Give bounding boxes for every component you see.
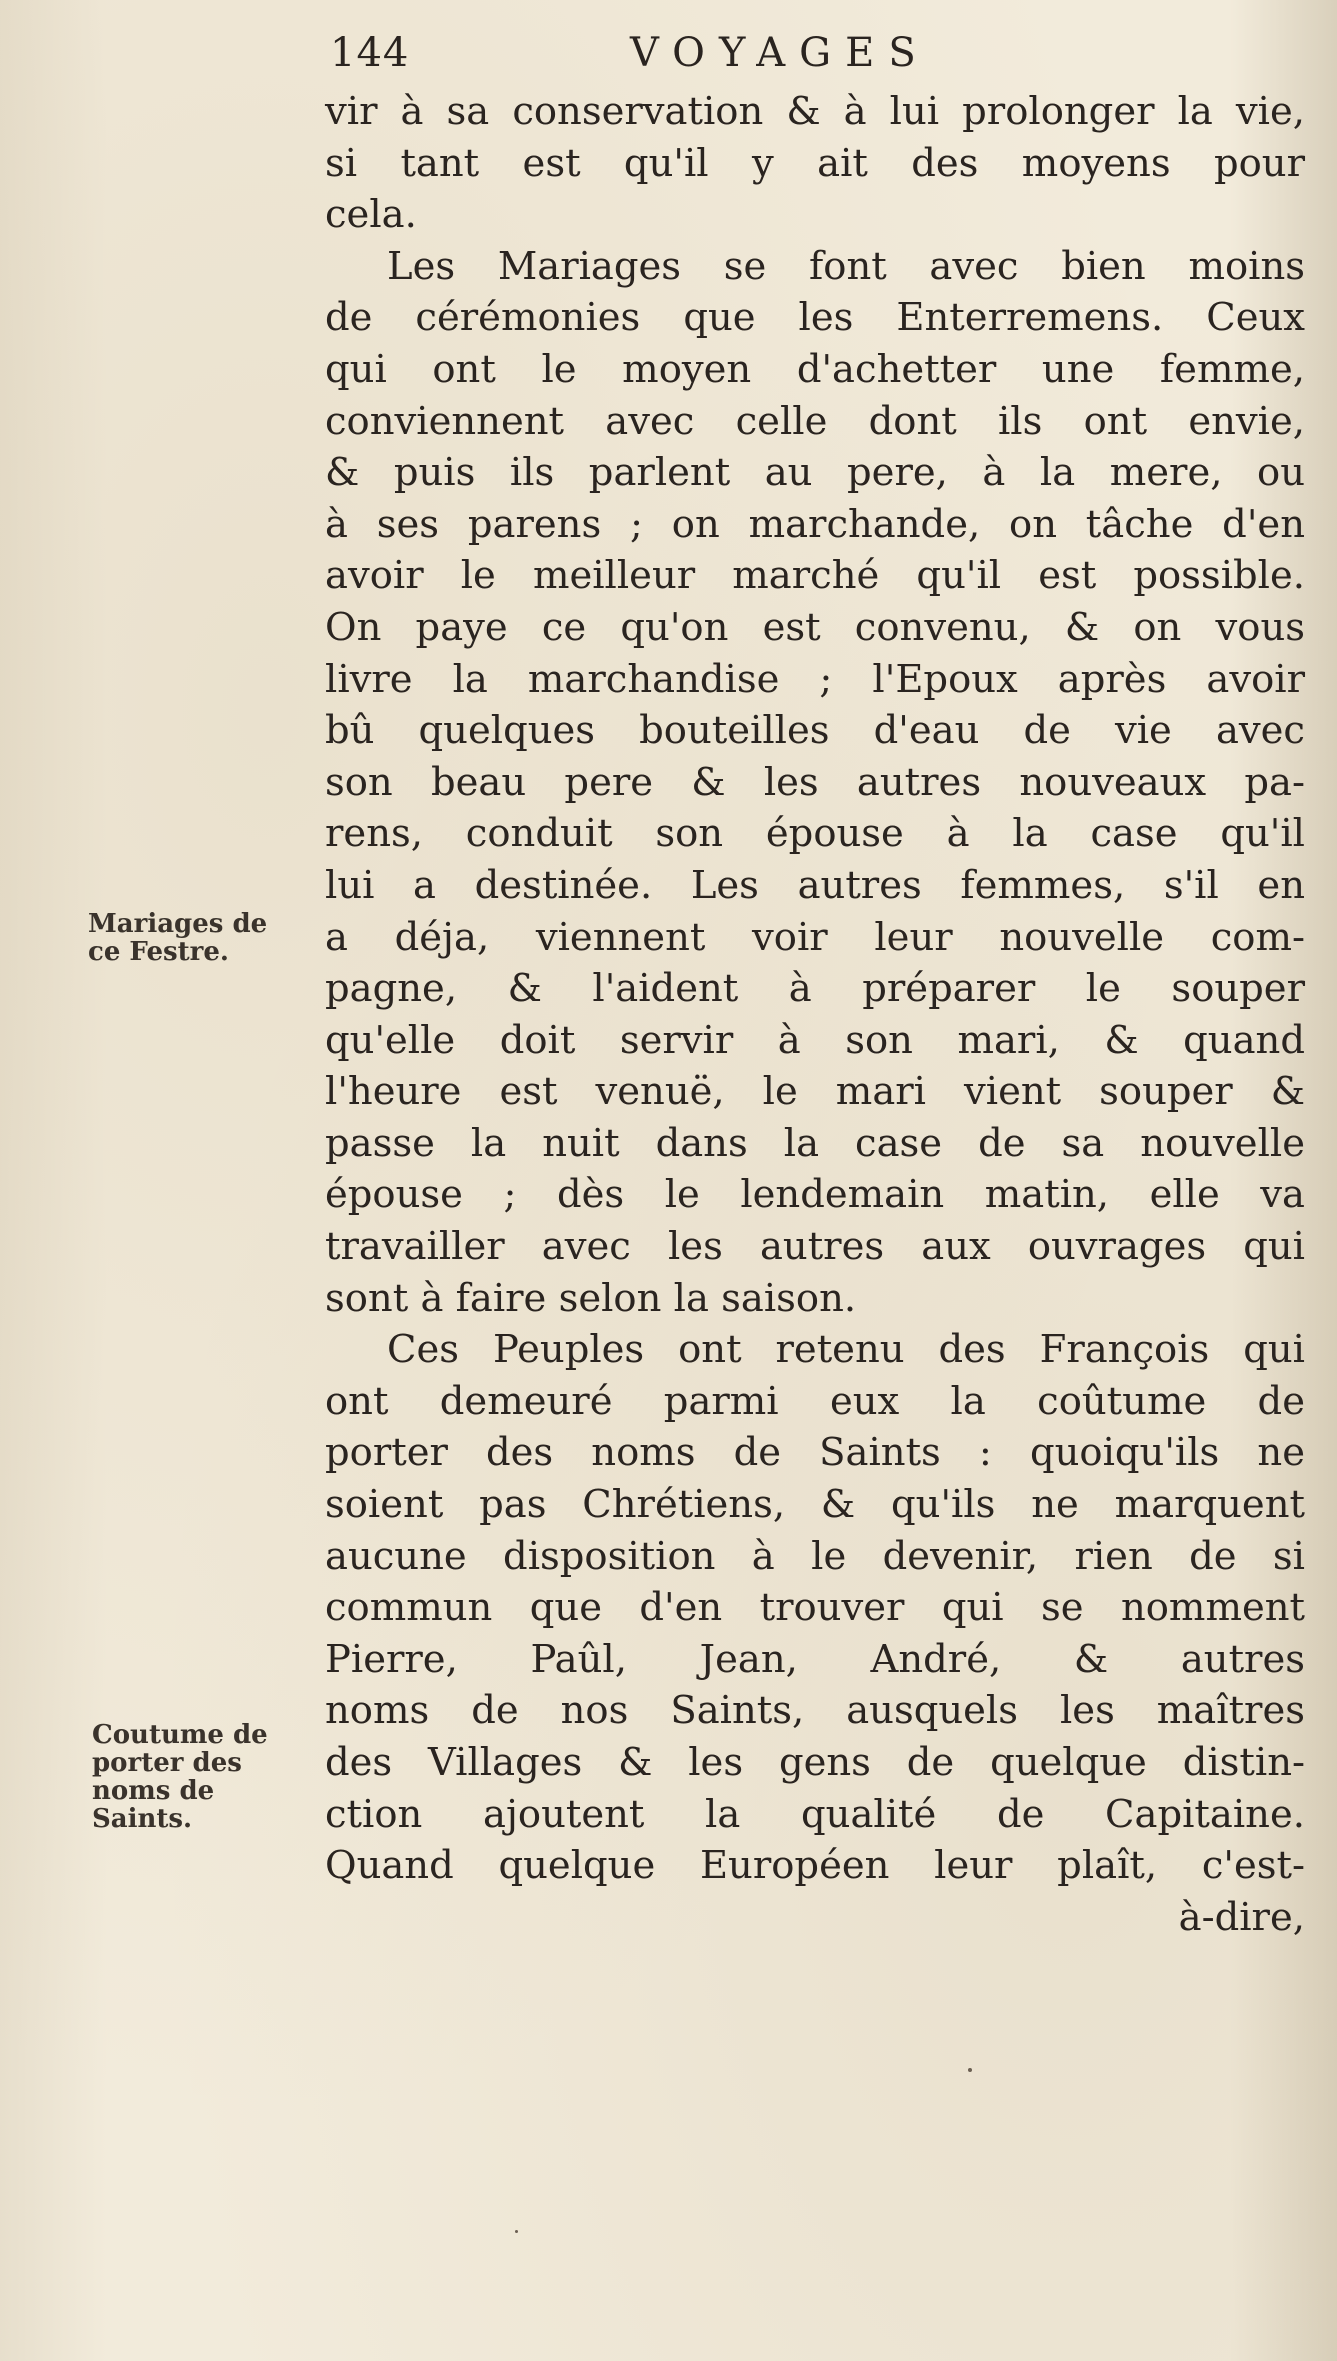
- text-line: Ces Peuples ont retenu des François qui: [387, 1327, 1305, 1373]
- body-text: [325, 86, 1305, 1943]
- text-line: sont à faire selon la saison.: [325, 1275, 857, 1321]
- text-line: noms de nos Saints, ausquels les maîtres: [325, 1688, 1305, 1734]
- text-line: son beau pere & les autres nouveaux pa-: [325, 759, 1305, 805]
- margin-note-coutume: [92, 1721, 268, 1833]
- text-line: des Villages & les gens de quelque distin-: [325, 1740, 1305, 1785]
- margin-note-line: ce Festre.: [88, 937, 229, 967]
- margin-note-line: Mariages de: [88, 909, 268, 939]
- ink-speck: [968, 2068, 972, 2072]
- page-header: [330, 30, 1030, 90]
- text-line: soient pas Chrétiens, & qu'ils ne marquent: [325, 1482, 1305, 1528]
- margin-note-line: porter des: [92, 1748, 242, 1778]
- text-line: aucune disposition à le devenir, rien de si: [325, 1533, 1305, 1579]
- text-line: pagne, & l'aident à préparer le souper: [325, 966, 1305, 1012]
- text-line: travailler avec les autres aux ouvrages qui: [325, 1224, 1305, 1270]
- margin-note-line: noms de: [92, 1776, 215, 1806]
- text-line: passe la nuit dans la case de sa nouvelle: [325, 1120, 1305, 1166]
- text-line: l'heure est venuë, le mari vient souper &: [325, 1069, 1305, 1115]
- text-line: Les Mariages se font avec bien moins: [387, 243, 1305, 289]
- text-line: commun que d'en trouver qui se nomment: [325, 1585, 1305, 1631]
- text-line: Quand quelque Européen leur plaît, c'est-: [325, 1843, 1305, 1889]
- margin-note-mariages: [88, 910, 267, 966]
- text-line: avoir le meilleur marché qu'il est possible.: [325, 553, 1305, 599]
- text-line: de cérémonies que les Enterremens. Ceux: [325, 295, 1305, 341]
- text-line: qui ont le moyen d'achetter une femme,: [325, 346, 1305, 392]
- margin-note-line: Saints.: [92, 1804, 193, 1834]
- text-line: On paye ce qu'on est convenu, & on vous: [325, 604, 1305, 650]
- text-line: qu'elle doit servir à son mari, & quand: [325, 1017, 1305, 1063]
- text-line: à ses parens ; on marchande, on tâche d'en: [325, 501, 1305, 547]
- text-line: conviennent avec celle dont ils ont envie,: [325, 398, 1305, 444]
- text-line: lui a destinée. Les autres femmes, s'il en: [325, 862, 1305, 908]
- page-number: 144: [330, 30, 410, 76]
- text-line: & puis ils parlent au pere, à la mere, ou: [325, 450, 1305, 496]
- text-line: bû quelques bouteilles d'eau de vie avec: [325, 708, 1305, 754]
- ink-speck: [515, 2230, 518, 2233]
- text-line: a déja, viennent voir leur nouvelle com-: [325, 914, 1305, 960]
- running-head: VOYAGES: [630, 30, 930, 76]
- text-line: Pierre, Paûl, Jean, André, & autres: [325, 1636, 1305, 1682]
- catchword: à-dire,: [1178, 1894, 1305, 1940]
- text-line: rens, conduit son épouse à la case qu'il: [325, 811, 1305, 857]
- text-line: vir à sa conservation & à lui prolonger la vie,: [325, 89, 1305, 134]
- text-line: si tant est qu'il y ait des moyens pour: [325, 140, 1305, 186]
- text-line: ont demeuré parmi eux la coûtume de: [325, 1378, 1305, 1424]
- text-line: porter des noms de Saints : quoiqu'ils ne: [325, 1430, 1305, 1476]
- text-line: ction ajoutent la qualité de Capitaine.: [325, 1791, 1305, 1837]
- text-line: livre la marchandise ; l'Epoux après avoir: [325, 656, 1305, 702]
- text-line: cela.: [325, 192, 417, 238]
- margin-note-line: Coutume de: [92, 1720, 268, 1750]
- text-line: épouse ; dès le lendemain matin, elle va: [325, 1172, 1305, 1218]
